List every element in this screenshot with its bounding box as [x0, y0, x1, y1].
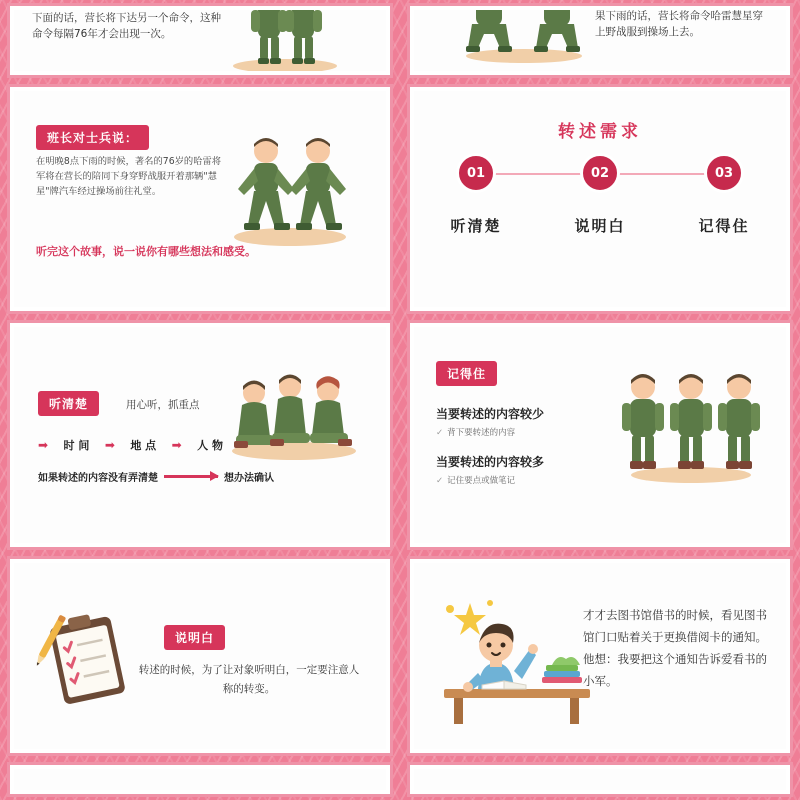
slide-6-tag: 记得住: [436, 361, 497, 386]
keyword-person: 人 物: [197, 439, 223, 452]
clipboard-checklist-icon: [34, 603, 144, 713]
slide-3-tag: 班长对士兵说：: [36, 125, 149, 150]
boy-reading-at-desk-icon: [430, 593, 605, 728]
two-soldiers-squatting-icon: [444, 10, 604, 64]
slide-3-conclusion: 听完这个故事，说一说你有哪些想法和感受。: [36, 245, 256, 258]
slide-7[interactable]: [10, 559, 390, 753]
slide-cell-3: [0, 81, 400, 317]
slide-5-bottom-action: 想办法确认: [224, 473, 274, 484]
three-soldiers-sitting-icon: [212, 363, 372, 463]
slide-3[interactable]: [10, 87, 390, 311]
slide-6-caption-2: 记住要点或做笔记: [447, 476, 516, 486]
slide-7-tag: 说明白: [164, 625, 225, 650]
slide-2[interactable]: [410, 6, 790, 75]
long-arrow-icon: [164, 475, 218, 478]
slide-5-bottom-row: [38, 469, 368, 484]
slide-cell-5: [0, 317, 400, 553]
step-2[interactable]: [550, 153, 650, 236]
slide-10[interactable]: [410, 765, 790, 794]
arrow-icon-1: ➡: [38, 438, 49, 452]
keyword-place: 地 点: [130, 439, 157, 452]
slide-8[interactable]: [410, 559, 790, 753]
check-icon-2: ✓: [436, 476, 444, 486]
slide-4[interactable]: [410, 87, 790, 311]
slide-8-paragraph: 才才去图书馆借书的时候，看见图书馆门口贴着关于更换借阅卡的通知。他想：我要把这个通知告诉爱看书的小军。: [583, 608, 767, 688]
step-1[interactable]: [426, 153, 526, 236]
two-soldiers-talking-icon: [208, 129, 368, 249]
slide-5-bottom-label: 如果转述的内容没有弄清楚: [38, 473, 158, 484]
slide-cell-9: [0, 759, 400, 800]
slide-2-body: 果下雨的话，营长将命令哈雷慧星穿上野战服到操场上去。: [595, 10, 763, 39]
slide-6-caption-1-row: [436, 426, 515, 438]
step-1-number: 01: [456, 153, 496, 193]
steps-container: [414, 153, 786, 236]
slide-cell-7: [0, 553, 400, 759]
slide-5-subtitle: 用心听，抓重点: [126, 399, 200, 411]
slide-5[interactable]: [10, 323, 390, 547]
slide-6-heading-2: 当要转述的内容较多: [436, 455, 545, 469]
three-soldiers-row-icon: [607, 361, 772, 486]
step-2-number: 02: [580, 153, 620, 193]
step-3-number: 03: [704, 153, 744, 193]
slide-1-body: 下面的话，营长将下达另一个命令，这种命令每隔76年才会出现一次。: [32, 12, 221, 41]
two-soldiers-standing-icon: [210, 10, 360, 71]
step-2-label: 说明白: [574, 217, 626, 235]
slide-6-heading-1: 当要转述的内容较少: [436, 407, 545, 421]
arrow-icon-2: ➡: [104, 438, 115, 452]
slide-cell-2: [400, 0, 800, 81]
arrow-icon-3: ➡: [171, 438, 182, 452]
slide-6-caption-2-row: [436, 474, 515, 486]
slide-cell-1: [0, 0, 400, 81]
slide-4-title: 转述需求: [558, 122, 642, 142]
slide-7-paragraph: 转述的时候，为了让对象听明白，一定要注意人称的转变。: [138, 664, 360, 695]
slide-5-tag: 听清楚: [38, 391, 99, 416]
slide-6[interactable]: [410, 323, 790, 547]
slide-3-paragraph: 在明晚8点下雨的时候，著名的76岁的哈雷将军将在营长的陪同下身穿野战服开着那辆"慧星"牌汽车经过操场前往礼堂。: [36, 156, 222, 197]
slide-6-caption-1: 背下要转述的内容: [447, 428, 516, 438]
step-3-label: 记得住: [698, 217, 750, 235]
slide-cell-4: [400, 81, 800, 317]
step-1-label: 听清楚: [450, 217, 502, 235]
slide-1[interactable]: [10, 6, 390, 75]
slide-cell-10: [400, 759, 800, 800]
slide-cell-8: [400, 553, 800, 759]
slide-cell-6: [400, 317, 800, 553]
slide-9[interactable]: [10, 765, 390, 794]
step-3[interactable]: [674, 153, 774, 236]
check-icon-1: ✓: [436, 428, 444, 438]
keyword-time: 时 间: [63, 439, 90, 452]
